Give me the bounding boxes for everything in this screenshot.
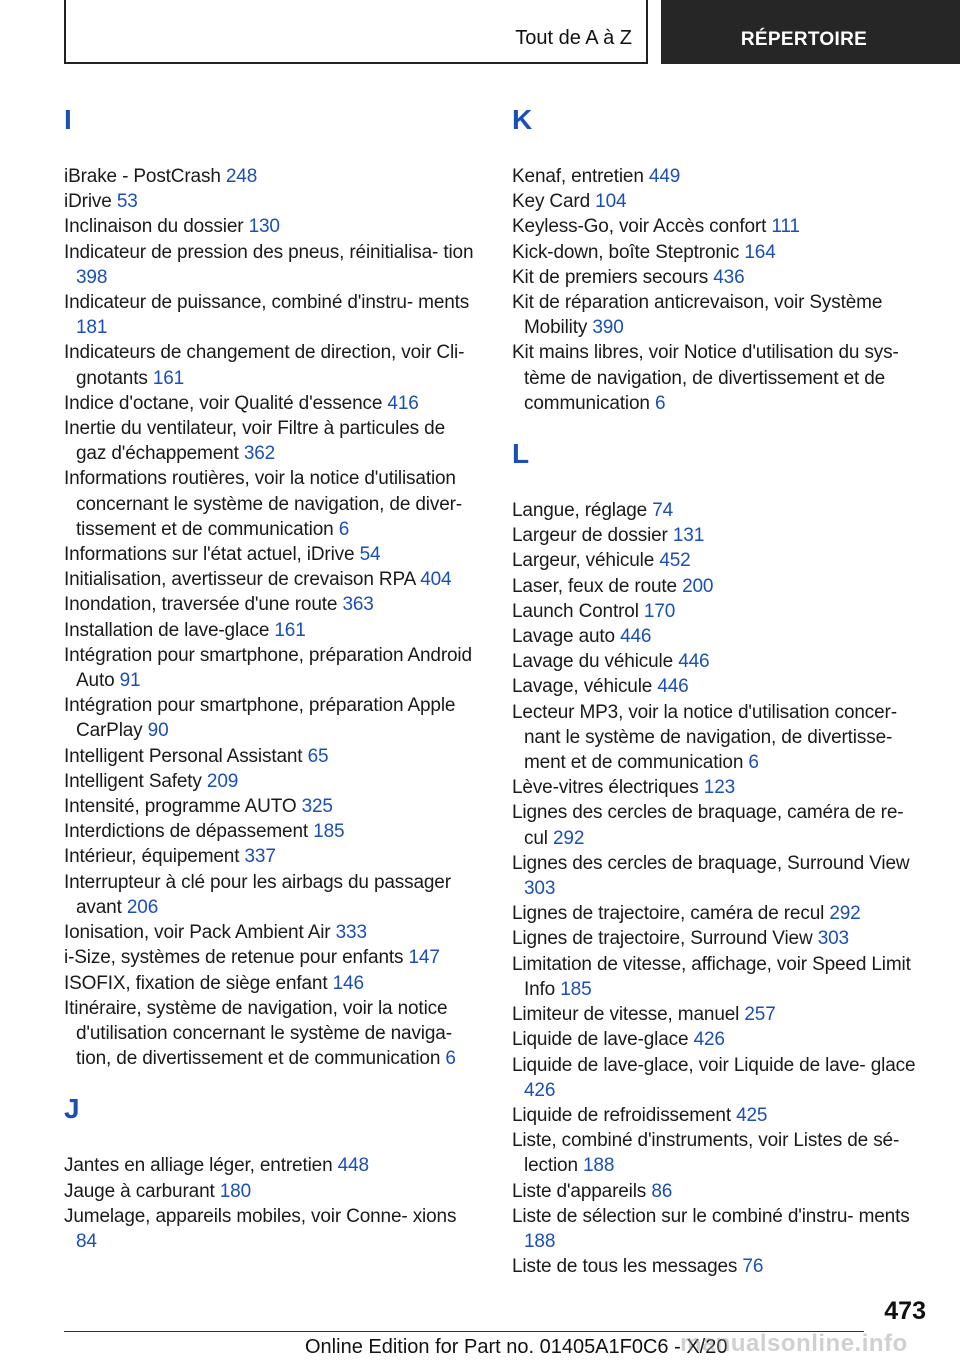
index-entry-text: Lignes des cercles de braquage, caméra de re‐ cul <box>512 802 904 849</box>
index-entry <box>64 1204 480 1254</box>
page-reference-link[interactable]: 446 <box>620 626 652 648</box>
index-entry-text: Kit de réparation anticrevaison, voir Système Mobility <box>512 292 883 339</box>
page-reference-link[interactable]: 90 <box>147 720 169 742</box>
page-reference-link[interactable]: 6 <box>748 752 759 774</box>
index-entry <box>512 1128 928 1178</box>
index-entry-text: Intérieur, équipement <box>64 846 240 868</box>
index-entry <box>512 214 928 239</box>
index-entry-text: Intensité, programme AUTO <box>64 796 297 818</box>
page-reference-link[interactable]: 6 <box>654 392 666 414</box>
index-column-right <box>512 100 928 1279</box>
watermark: manualsonline.info <box>680 1330 908 1357</box>
page-reference-link[interactable]: 363 <box>342 594 374 616</box>
index-entry-text: Intégration pour smartphone, préparation Android Auto <box>64 644 472 692</box>
index-entry-text: ISOFIX, fixation de siège enfant <box>64 972 328 994</box>
chapter-tab <box>661 0 960 64</box>
page-reference-link[interactable]: 398 <box>76 266 108 288</box>
index-entry <box>512 926 928 951</box>
index-entry <box>512 775 928 800</box>
page-reference-link[interactable]: 416 <box>387 392 419 414</box>
index-entry-text: Liste de sélection sur le combiné d'instru‐ ments <box>512 1205 910 1227</box>
index-entry-text: Laser, feux de route <box>512 575 677 597</box>
index-entry-text: Liquide de lave-glace, voir Liquide de lave‐ glace <box>512 1054 916 1076</box>
index-entry <box>64 164 480 189</box>
index-entry <box>64 567 480 592</box>
index-entry-text: Kit de premiers secours <box>512 266 709 288</box>
index-entry-text: Liste d'appareils <box>512 1180 647 1202</box>
index-entry <box>512 1179 928 1204</box>
section-letter: K <box>512 104 533 135</box>
index-entry <box>64 769 480 794</box>
index-entry <box>64 794 480 819</box>
page-reference-link[interactable]: 170 <box>643 600 676 622</box>
index-entry-text: Inclinaison du dossier <box>64 216 244 238</box>
index-entry-text: Intégration pour smartphone, préparation Apple CarPlay <box>64 695 456 742</box>
index-entry <box>64 996 480 1072</box>
index-entry <box>64 214 480 239</box>
index-entry <box>64 391 480 416</box>
index-entry-text: Initialisation, avertisseur de crevaison RPA <box>64 569 416 591</box>
index-entry-text: Informations sur l'état actuel, iDrive <box>64 544 355 566</box>
index-entry-text: Key Card <box>512 191 591 213</box>
index-entry-text: Largeur de dossier <box>512 525 668 547</box>
index-entry <box>64 1153 480 1178</box>
page-reference-link[interactable]: 6 <box>338 518 350 540</box>
index-entry <box>64 945 480 970</box>
index-entry <box>64 189 480 214</box>
section-tab <box>64 0 648 64</box>
index-entry-text: Lavage du véhicule <box>512 651 674 673</box>
page-reference-link[interactable]: 180 <box>219 1180 252 1202</box>
page-reference-link[interactable]: 111 <box>771 216 800 238</box>
index-entry <box>64 1179 480 1204</box>
page-reference-link[interactable]: 206 <box>126 896 159 918</box>
index-entry-text: Liste de tous les messages <box>512 1256 738 1278</box>
page-reference-link[interactable]: 292 <box>829 903 861 925</box>
index-entry-text: Keyless-Go, voir Accès confort <box>512 216 767 238</box>
index-entry <box>64 693 480 743</box>
page-reference-link[interactable]: 436 <box>713 266 745 288</box>
index-entry <box>64 466 480 542</box>
page-reference-link[interactable]: 74 <box>652 500 674 522</box>
index-entry-text: Lavage auto <box>512 626 615 648</box>
page-reference-link[interactable]: 446 <box>678 651 710 673</box>
page-number: 473 <box>884 1297 926 1325</box>
index-entry <box>64 643 480 693</box>
page-reference-link[interactable]: 325 <box>301 796 333 818</box>
index-entry-text: Itinéraire, système de navigation, voir la notice d'utilisation concernant le système de naviga‐ tion, de divertissement et de communication <box>64 997 452 1070</box>
index-entry <box>64 592 480 617</box>
index-entry-text: Indicateur de puissance, combiné d'instru‐ ments <box>64 292 470 314</box>
index-entry <box>512 624 928 649</box>
index-entry <box>64 744 480 769</box>
index-entry-text: Lignes de trajectoire, caméra de recul <box>512 903 825 925</box>
section-tab-label: Tout de A à Z <box>515 27 632 49</box>
index-entry <box>512 674 928 699</box>
index-entry-text: Ionisation, voir Pack Ambient Air <box>64 922 331 944</box>
page-reference-link[interactable]: 425 <box>736 1104 768 1126</box>
page-reference-link[interactable]: 54 <box>359 544 381 566</box>
index-entry <box>512 164 928 189</box>
index-entry <box>64 618 480 643</box>
section-letter: I <box>64 104 72 135</box>
page-reference-link[interactable]: 292 <box>552 827 585 849</box>
page-reference-link[interactable]: 257 <box>744 1004 776 1026</box>
page-reference-link[interactable]: 104 <box>595 191 627 213</box>
page-reference-link[interactable]: 333 <box>335 922 367 944</box>
index-entry <box>512 189 928 214</box>
index-entry <box>64 290 480 340</box>
index-entry <box>512 1204 928 1254</box>
index-entry <box>64 542 480 567</box>
index-entry-text: Kick-down, boîte Steptronic <box>512 241 740 263</box>
index-entry-text: Limitation de vitesse, affichage, voir Speed Limit Info <box>512 953 911 1000</box>
page-reference-link[interactable]: 181 <box>76 317 108 339</box>
page-reference-link[interactable]: 131 <box>672 525 705 547</box>
index-entry-text: Lecteur MP3, voir la notice d'utilisation concer‐ nant le système de navigation, de divertisse‐ ment et de communication <box>512 701 897 774</box>
index-entry <box>512 290 928 340</box>
index-entry <box>64 971 480 996</box>
index-entry <box>512 1103 928 1128</box>
page-reference-link[interactable]: 185 <box>313 821 345 843</box>
index-entry <box>512 265 928 290</box>
index-entry <box>512 1002 928 1027</box>
index-entry-text: Installation de lave-glace <box>64 619 270 641</box>
index-entry-text: i-Size, systèmes de retenue pour enfants <box>64 947 404 969</box>
index-entry-text: Limiteur de vitesse, manuel <box>512 1004 740 1026</box>
page-reference-link[interactable]: 426 <box>524 1079 556 1101</box>
page-reference-link[interactable]: 91 <box>119 670 141 692</box>
index-entry-text: Jumelage, appareils mobiles, voir Conne‐ xions <box>64 1205 457 1227</box>
page-reference-link[interactable]: 6 <box>445 1048 456 1070</box>
index-entry-text: Indice d'octane, voir Qualité d'essence <box>64 392 383 414</box>
page-reference-link[interactable]: 53 <box>116 191 138 213</box>
index-entry-text: Lignes des cercles de braquage, Surround View <box>512 852 910 874</box>
page-reference-link[interactable]: 248 <box>225 166 258 187</box>
index-entry <box>512 523 928 548</box>
chapter-tab-label: RÉPERTOIRE <box>740 29 868 50</box>
page-reference-link[interactable]: 86 <box>651 1180 673 1202</box>
index-entry <box>512 800 928 850</box>
page-reference-link[interactable]: 449 <box>648 166 681 187</box>
page-reference-link[interactable]: 185 <box>560 978 592 1000</box>
index-entry-text: Lignes de trajectoire, Surround View <box>512 928 813 950</box>
index-entry-text: Interrupteur à clé pour les airbags du passager avant <box>64 871 451 918</box>
page-reference-link[interactable]: 147 <box>408 947 440 969</box>
index-entry-text: Jauge à carburant <box>64 1180 215 1202</box>
index-entry <box>64 920 480 945</box>
index-entry-text: Indicateur de pression des pneus, réinitialisa‐ tion <box>64 241 474 263</box>
index-entry-text: Kit mains libres, voir Notice d'utilisation du sys‐ tème de navigation, de divertissement et de communication <box>512 342 899 414</box>
index-entry <box>512 574 928 599</box>
index-entry <box>512 548 928 573</box>
index-entry-text: iDrive <box>64 191 112 213</box>
index-entry <box>64 416 480 466</box>
page-reference-link[interactable]: 446 <box>657 676 689 698</box>
index-entry-text: Informations routières, voir la notice d'utilisation concernant le système de navigation, de diver‐ tissement et de communication <box>64 468 462 540</box>
index-entry-text: Lavage, véhicule <box>512 676 653 698</box>
page-reference-link[interactable]: 448 <box>337 1155 369 1177</box>
index-entry <box>512 1254 928 1279</box>
page-reference-link[interactable]: 404 <box>420 569 452 591</box>
index-entry-text: Indicateurs de changement de direction, voir Cli‐ gnotants <box>64 342 465 389</box>
page-reference-link[interactable]: 209 <box>206 770 239 792</box>
page-reference-link[interactable]: 452 <box>659 550 691 572</box>
index-entry <box>512 649 928 674</box>
page-reference-link[interactable]: 337 <box>244 846 276 868</box>
index-entry <box>512 700 928 776</box>
index-entry-text: Largeur, véhicule <box>512 550 655 572</box>
index-entry-text: iBrake - PostCrash <box>64 166 221 187</box>
page-reference-link[interactable]: 76 <box>742 1256 764 1278</box>
index-entry-text: Inertie du ventilateur, voir Filtre à particules de gaz d'échappement <box>64 418 445 465</box>
page-reference-link[interactable]: 161 <box>274 619 306 641</box>
page-reference-link[interactable]: 200 <box>682 575 714 597</box>
index-entry-text: Intelligent Personal Assistant <box>64 745 303 767</box>
index-entry <box>512 901 928 926</box>
index-entry <box>512 240 928 265</box>
page-reference-link[interactable]: 188 <box>583 1155 615 1177</box>
index-entry <box>512 952 928 1002</box>
page-header <box>0 0 960 66</box>
edition-text: Online Edition for Part no. 01405A1F0C6 - X/20 <box>305 1336 728 1358</box>
index-column-left <box>64 100 480 1254</box>
index-entry-text: Lève-vitres électriques <box>512 777 699 799</box>
index-entry-text: Jantes en alliage léger, entretien <box>64 1155 333 1177</box>
page-reference-link[interactable]: 188 <box>524 1230 556 1252</box>
index-entry <box>64 240 480 290</box>
page-reference-link[interactable]: 362 <box>243 443 276 465</box>
index-entry-text: Liquide de lave-glace <box>512 1029 689 1051</box>
page-reference-link[interactable]: 390 <box>592 317 624 339</box>
index-entry <box>512 1053 928 1103</box>
page-reference-link[interactable]: 123 <box>703 777 736 799</box>
page-reference-link[interactable]: 164 <box>744 241 776 263</box>
page-reference-link[interactable]: 161 <box>152 367 185 389</box>
section-letter: J <box>64 1093 80 1125</box>
index-entry <box>64 844 480 869</box>
index-entry <box>512 851 928 901</box>
index-entry <box>512 498 928 523</box>
index-entry-text: Intelligent Safety <box>64 770 202 792</box>
index-entry-text: Launch Control <box>512 600 639 622</box>
index-entry <box>512 599 928 624</box>
section-letter: L <box>512 438 530 470</box>
index-entry <box>512 1027 928 1052</box>
page-reference-link[interactable]: 84 <box>76 1230 97 1252</box>
index-entry-text: Liquide de refroidissement <box>512 1104 731 1126</box>
page-reference-link[interactable]: 303 <box>524 878 556 900</box>
index-entry-text: Inondation, traversée d'une route <box>64 594 338 616</box>
page-reference-link[interactable]: 426 <box>693 1029 725 1051</box>
index-entry <box>64 340 480 390</box>
page-reference-link[interactable]: 65 <box>307 745 329 767</box>
index-entry-text: Langue, réglage <box>512 500 648 522</box>
index-entry <box>512 340 928 416</box>
page-reference-link[interactable]: 146 <box>332 972 364 994</box>
index-entry <box>64 870 480 920</box>
page-reference-link[interactable]: 303 <box>817 928 849 950</box>
page-reference-link[interactable]: 130 <box>248 216 280 238</box>
index-entry-text: Kenaf, entretien <box>512 166 644 187</box>
index-entry-text: Interdictions de dépassement <box>64 821 309 843</box>
index-entry <box>64 819 480 844</box>
index-entry-text: Liste, combiné d'instruments, voir Listes de sé‐ lection <box>512 1130 900 1177</box>
